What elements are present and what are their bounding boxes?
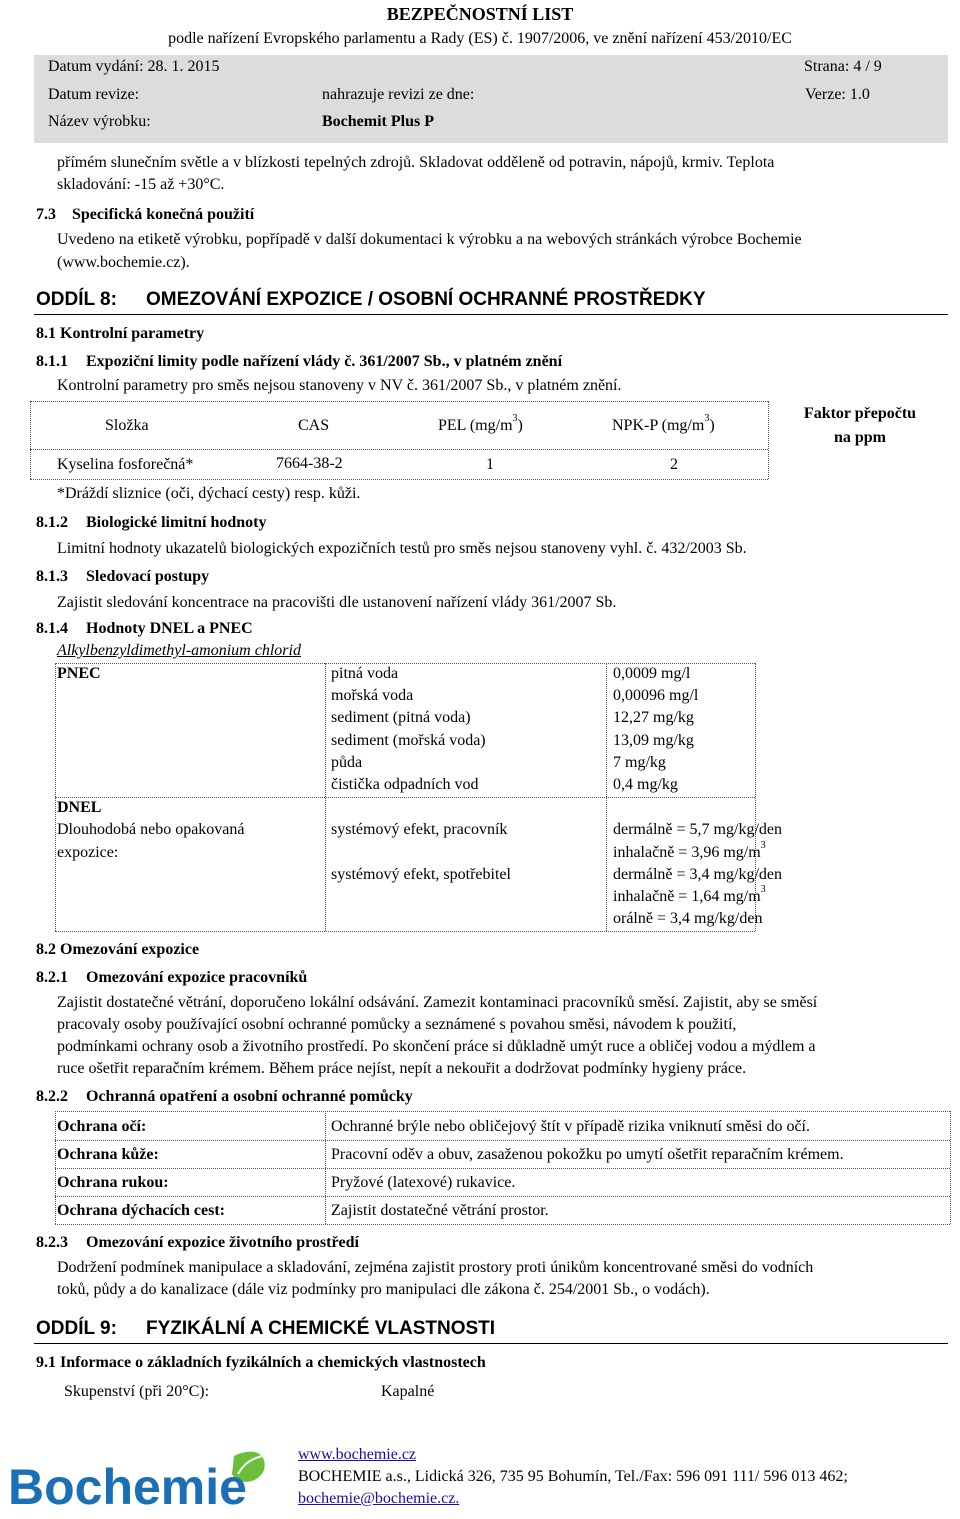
- section8-number: ODDÍL 8:: [36, 289, 117, 310]
- s811-number: 8.1.1: [36, 353, 68, 370]
- pnec-value: 12,27 mg/kg: [613, 709, 694, 726]
- pnec-env: půda: [331, 754, 363, 771]
- pnec-env: pitná voda: [331, 665, 399, 682]
- col-cas: CAS: [298, 417, 330, 434]
- dnel-consumer-dermal: dermálně = 3,4 mg/kg/den: [613, 866, 782, 883]
- protection-label-skin: Ochrana kůže:: [57, 1146, 159, 1163]
- s81-heading: 8.1 Kontrolní parametry: [36, 325, 205, 342]
- table-footnote: *Dráždí sliznice (oči, dýchací cesty) resp. kůži.: [57, 485, 361, 502]
- pnec-env: sediment (pitná voda): [331, 709, 471, 726]
- s814-title: Hodnoty DNEL a PNEC: [86, 620, 253, 637]
- s823-title: Omezování expozice životního prostředí: [86, 1234, 359, 1251]
- pnec-value: 13,09 mg/kg: [613, 732, 694, 749]
- pnec-value: 0,00096 mg/l: [613, 687, 699, 704]
- intro-line-1: přímém slunečním světle a v blízkosti tepelných zdrojů. Skladovat odděleně od potravin, nápojů, krmiv. Teplota: [57, 154, 775, 171]
- protection-label-eyes: Ochrana očí:: [57, 1118, 147, 1135]
- s82-heading: 8.2 Omezování expozice: [36, 941, 200, 958]
- state-value: Kapalné: [381, 1383, 435, 1400]
- dnel-consumer-inhal: inhalačně = 1,64 $mg/m^3$: [613, 884, 766, 905]
- substance-name: Alkylbenzyldimethyl-amonium chlorid: [57, 642, 301, 659]
- protection-label-hands: Ochrana rukou:: [57, 1174, 169, 1191]
- s821-line: pracovaly osoby používající osobní ochranné pomůcky a seznámené s povahou směsi, návodem k použití,: [57, 1016, 737, 1033]
- dnel-exposure-1: Dlouhodobá nebo opakovaná: [57, 821, 245, 838]
- version: Verze: 1.0: [805, 86, 870, 103]
- dnel-worker-inhal: inhalačně = 3,96 $mg/m^3$: [613, 840, 766, 861]
- s823-number: 8.2.3: [36, 1234, 68, 1251]
- s821-number: 8.2.1: [36, 969, 68, 986]
- s812-title: Biologické limitní hodnoty: [86, 514, 267, 531]
- issue-date: Datum vydání: 28. 1. 2015: [48, 58, 220, 75]
- intro-line-2: skladování: -15 až +30°C.: [57, 176, 225, 193]
- s73-number: 7.3: [36, 206, 56, 223]
- dnel-label: DNEL: [57, 799, 102, 816]
- pnec-label: PNEC: [57, 665, 101, 682]
- row-cas: 7664-38-2: [276, 455, 343, 472]
- section8-title: OMEZOVÁNÍ EXPOZICE / OSOBNÍ OCHRANNÉ PROSTŘEDKY: [146, 289, 706, 310]
- section9-rule: [34, 1343, 948, 1344]
- bochemie-logo: [6, 1448, 276, 1519]
- footer-company: BOCHEMIE a.s., Lidická 326, 735 95 Bohumín, Tel./Fax: 596 091 111/ 596 013 462;: [298, 1468, 848, 1485]
- section8-rule: [34, 314, 948, 315]
- s823-line-2: toků, půdy a do kanalizace (dále viz podmínky pro manipulaci dle zákona č. 254/2001 Sb., o vodách).: [57, 1281, 710, 1298]
- s812-text: Limitní hodnoty ukazatelů biologických expozičních testů pro směs nejsou stanoveny vyhl. č. 432/2003 Sb.: [57, 540, 747, 557]
- dnel-worker: systémový efekt, pracovník: [331, 821, 508, 838]
- col-component: Složka: [105, 417, 149, 434]
- s821-line: ruce ošetřit reparačním krémem. Během práce nejíst, nepít a nekouřit a dodržovat podmínky hygieny práce.: [57, 1060, 747, 1077]
- product-name: Bochemit Plus P: [322, 113, 434, 130]
- s813-title: Sledovací postupy: [86, 568, 210, 585]
- pnec-env: sediment (mořská voda): [331, 732, 486, 749]
- dnel-worker-dermal: dermálně = 5,7 mg/kg/den: [613, 821, 782, 838]
- dnel-consumer-oral: orálně = 3,4 mg/kg/den: [613, 910, 763, 927]
- s821-title: Omezování expozice pracovníků: [86, 969, 308, 986]
- s822-title: Ochranná opatření a osobní ochranné pomůcky: [86, 1088, 413, 1105]
- pnec-value: 7 mg/kg: [613, 754, 666, 771]
- page-number: Strana: 4 / 9: [804, 58, 882, 75]
- footer-email[interactable]: bochemie@bochemie.cz.: [298, 1490, 460, 1507]
- section9-number: ODDÍL 9:: [36, 1318, 117, 1339]
- col-npk: NPK-P $(mg/m^3)$: [612, 413, 715, 434]
- s813-text: Zajistit sledování koncentrace na pracovišti dle ustanovení nařízení vlády 361/2007 Sb.: [57, 594, 617, 611]
- footer-website[interactable]: www.bochemie.cz: [298, 1446, 417, 1463]
- s73-line-2: (www.bochemie.cz).: [57, 254, 190, 271]
- pnec-env: čistička odpadních vod: [331, 776, 479, 793]
- s822-number: 8.2.2: [36, 1088, 68, 1105]
- logo-text: Bochemie: [8, 1459, 247, 1514]
- protection-text-eyes: Ochranné brýle nebo obličejový štít v případě rizika vniknutí směsi do očí.: [331, 1118, 810, 1135]
- col-factor-1: Faktor přepočtu: [803, 405, 917, 422]
- pnec-env: mořská voda: [331, 687, 414, 704]
- s73-line-1: Uvedeno na etiketě výrobku, popřípadě v další dokumentaci k výrobku a na webových stránkách výrobce Bochemie: [57, 231, 802, 248]
- pnec-value: 0,4 mg/kg: [613, 776, 678, 793]
- s811-text: Kontrolní parametry pro směs nejsou stanoveny v NV č. 361/2007 Sb., v platném znění.: [57, 377, 622, 394]
- document-title: BEZPEČNOSTNÍ LIST: [386, 4, 574, 24]
- s814-number: 8.1.4: [36, 620, 68, 637]
- s821-line: podmínkami ochrany osob a životního prostředí. Po skončení práce si důkladně umýt ruce a obličej vodou a mýdlem a: [57, 1038, 816, 1055]
- col-factor-2: na ppm: [833, 429, 887, 446]
- bochemie-logo-image: [6, 1448, 276, 1514]
- s821-line: Zajistit dostatečné větrání, doporučeno lokální odsávání. Zamezit kontaminaci pracovníků směsí. Zajistit, aby se směsí: [57, 994, 818, 1011]
- protection-label-respiratory: Ochrana dýchacích cest:: [57, 1202, 225, 1219]
- s823-line-1: Dodržení podmínek manipulace a skladování, zejména zajistit prostory proti únikům koncentrované směsi do vodních: [57, 1259, 814, 1276]
- dnel-exposure-2: expozice:: [57, 844, 119, 861]
- row-component: Kyselina fosforečná*: [57, 456, 194, 473]
- row-npk: 2: [670, 456, 678, 473]
- document-subtitle: podle nařízení Evropského parlamentu a Rady (ES) č. 1907/2006, ve znění nařízení 453/2010/EC: [168, 30, 792, 47]
- section9-title: FYZIKÁLNÍ A CHEMICKÉ VLASTNOSTI: [146, 1318, 496, 1339]
- state-label: Skupenství (při 20°C):: [64, 1383, 210, 1400]
- col-pel: PEL $(mg/m^3)$: [438, 413, 523, 434]
- replaces-label: nahrazuje revizi ze dne:: [322, 86, 475, 103]
- dnel-consumer: systémový efekt, spotřebitel: [331, 866, 511, 883]
- protection-text-skin: Pracovní oděv a obuv, zasaženou pokožku po umytí ošetřit reparačním krémem.: [331, 1146, 844, 1163]
- revision-label: Datum revize:: [48, 86, 140, 103]
- product-label: Název výrobku:: [48, 113, 151, 130]
- s813-number: 8.1.3: [36, 568, 68, 585]
- protection-text-respiratory: Zajistit dostatečné větrání prostor.: [331, 1202, 549, 1219]
- s91-heading: 9.1 Informace o základních fyzikálních a chemických vlastnostech: [36, 1354, 486, 1371]
- protection-text-hands: Pryžové (latexové) rukavice.: [331, 1174, 516, 1191]
- pnec-value: 0,0009 mg/l: [613, 665, 691, 682]
- s811-title: Expoziční limity podle nařízení vlády č. 361/2007 Sb., v platném znění: [86, 353, 563, 370]
- s73-title: Specifická konečná použití: [72, 206, 255, 223]
- row-pel: 1: [486, 456, 494, 473]
- s812-number: 8.1.2: [36, 514, 68, 531]
